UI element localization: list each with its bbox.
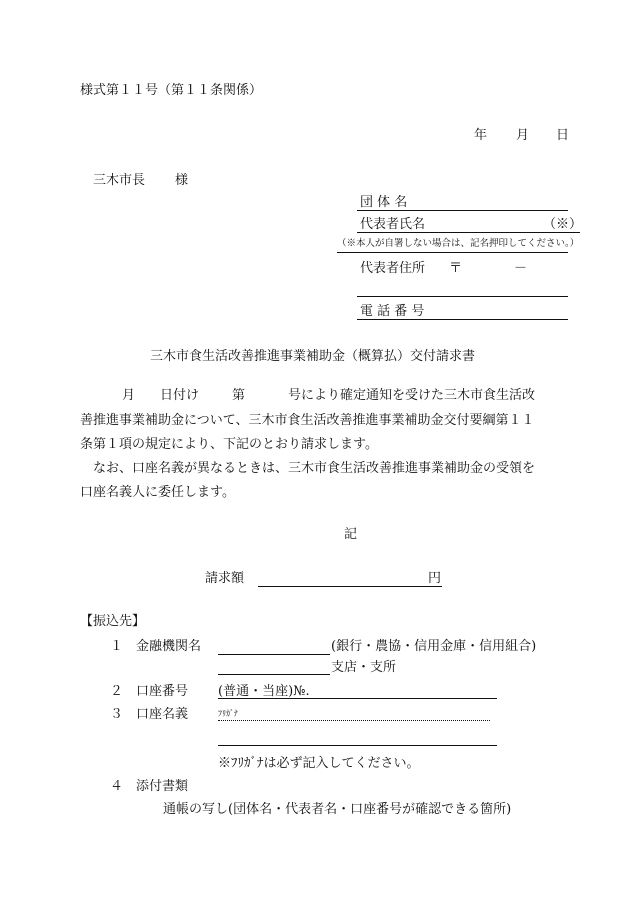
addressee-name: 三木市長: [93, 173, 146, 188]
account-number-field[interactable]: [218, 698, 497, 699]
account-holder-label: 口座名義: [136, 707, 189, 722]
postal-mark: 〒: [449, 261, 463, 276]
bank-name-field[interactable]: [218, 654, 330, 655]
item2-number: ２: [110, 684, 124, 699]
addressee-honorific: 様: [175, 173, 189, 188]
body-month: 月: [122, 388, 136, 403]
furigana-note: ※ﾌﾘｶﾞﾅは必ず記入してください。: [218, 756, 420, 771]
rep-name-label: 代表者氏名: [360, 217, 426, 232]
bank-type-options: (銀行・農協・信用金庫・信用組合): [331, 639, 537, 654]
item3-number: ３: [110, 707, 124, 722]
body-day: 日付け: [160, 388, 200, 403]
date-month-label: 月: [516, 128, 530, 143]
body-line4: なお、口座名義が異なるときは、三木市食生活改善推進事業補助金の受領を: [93, 461, 536, 476]
body-line1: 号により確定通知を受けた三木市食生活改: [288, 388, 536, 403]
phone-label: 電 話 番 号: [360, 304, 425, 319]
account-type-prefix: (普通・当座)№.: [218, 684, 310, 699]
request-amount-label: 請求額: [205, 571, 245, 586]
body-line5: 口座名義人に委任します。: [80, 485, 235, 500]
form-number: 様式第１１号（第１１条関係）: [80, 83, 263, 98]
seal-mark: （※）: [543, 217, 583, 232]
transfer-heading: 【振込先】: [80, 614, 146, 629]
furigana-field[interactable]: [218, 720, 490, 721]
rep-address-label: 代表者住所: [360, 261, 426, 276]
attachments-label: 添付書類: [136, 779, 189, 794]
rep-name-field[interactable]: [357, 232, 580, 233]
branch-type-options: 支店・支所: [331, 660, 397, 675]
attachments-description: 通帳の写し(団体名・代表者名・口座番号が確認できる箇所): [163, 802, 512, 817]
item1-number: １: [110, 639, 124, 654]
item4-number: ４: [110, 779, 124, 794]
body-line3: 条第１項の規定により、下記のとおり請求します。: [80, 437, 378, 452]
org-name-label: 団 体 名: [360, 195, 408, 210]
ki-mark: 記: [344, 527, 358, 542]
furigana-label: ﾌﾘｶﾞﾅ: [218, 709, 238, 718]
branch-name-field[interactable]: [218, 674, 330, 675]
address-field[interactable]: [357, 296, 568, 297]
date-year-label: 年: [474, 128, 488, 143]
body-no: 第: [232, 388, 246, 403]
org-name-field[interactable]: [357, 210, 568, 211]
account-holder-field[interactable]: [218, 745, 497, 746]
account-number-label: 口座番号: [136, 684, 189, 699]
document-title: 三木市食生活改善推進事業補助金（概算払）交付請求書: [150, 349, 476, 364]
phone-field[interactable]: [357, 319, 568, 320]
request-amount-field[interactable]: [258, 586, 442, 587]
request-amount-unit: 円: [428, 571, 442, 586]
note-underline: [337, 252, 568, 253]
body-line2: 善推進事業補助金について、三木市食生活改善推進事業補助金交付要綱第１１: [80, 413, 535, 428]
signature-note: （※本人が自署しない場合は、記名押印してください。）: [337, 238, 580, 249]
postal-dash: －: [514, 261, 528, 276]
bank-name-label: 金融機関名: [136, 639, 202, 654]
date-day-label: 日: [556, 128, 570, 143]
